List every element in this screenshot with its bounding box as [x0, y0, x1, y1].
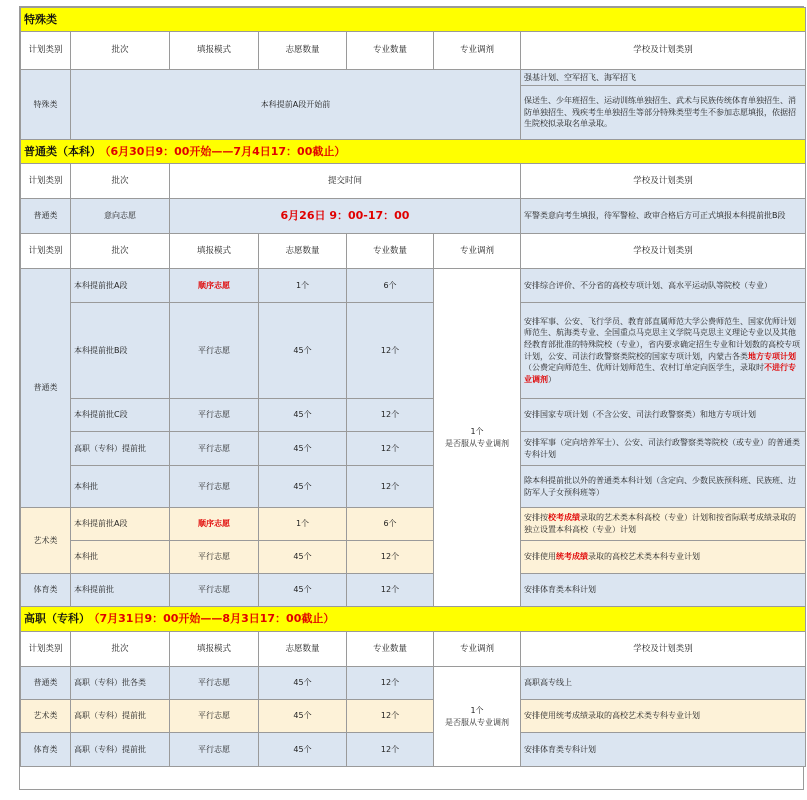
vocational-band-label: 高职（专科） — [24, 612, 90, 626]
row-school: 高职高专线上 — [521, 667, 806, 700]
vocational-band-time: （7月31日9：00开始——8月3日17：00截止） — [94, 612, 335, 626]
table-row — [21, 700, 806, 733]
special-category: 特殊类 — [21, 70, 71, 140]
table-row — [21, 303, 806, 399]
row-school: 除本科提前批以外的普通类本科计划（含定向、少数民族预科班、民族班、边防军人子女预科班等） — [521, 466, 806, 508]
vocational-band-title — [21, 607, 806, 632]
school-text-part: （公费定向师范生、优师计划师范生、农村订单定向医学生，录取时 — [524, 363, 764, 373]
school-text-part: 录取的高校艺术类本科专业计划 — [588, 552, 700, 562]
voc-header-school: 学校及计划类别 — [521, 632, 806, 667]
school-text-part: 安排军事、公安、飞行学员、教育部直属师范大学公费师范生、国家优师计划师范生、航海类专业、全国重点马克思主义学院马克思主义理论专业以及其他经教育部批准的特殊院校（专业），省内要求确定招生专业和计划数的高校专项计划，公安、司法行政警察类院校的国家专项计划，内蒙古各类 — [524, 316, 800, 361]
row-batch: 本科提前批A段 — [71, 269, 170, 303]
school-text-part: 录取的艺术类本科高校（专业）计划和按省际联考成绩录取的独立设置本科高校（专业）计划 — [524, 513, 796, 534]
row-mode: 平行志愿 — [170, 700, 259, 733]
row-volunteer-count: 45个 — [259, 733, 347, 767]
school-text-part: ） — [548, 374, 556, 384]
header-major-count: 专业数量 — [347, 32, 434, 70]
table-row — [21, 466, 806, 508]
row-mode: 平行志愿 — [170, 733, 259, 767]
row-major-count: 12个 — [347, 541, 434, 574]
intent-header-row — [21, 164, 806, 199]
row-volunteer-count: 45个 — [259, 432, 347, 466]
header-batch: 批次 — [71, 32, 170, 70]
intent-category: 普通类 — [21, 199, 71, 234]
intent-header-batch: 批次 — [71, 164, 170, 199]
row-mode: 平行志愿 — [170, 667, 259, 700]
intent-header-category: 计划类别 — [21, 164, 71, 199]
intent-time: 6月26日 9：00-17：00 — [170, 199, 521, 234]
undergrad-adjust — [434, 269, 521, 607]
row-batch: 高职（专科）提前批 — [71, 700, 170, 733]
undergrad-header-row — [21, 234, 806, 269]
intent-school: 军警类意向考生填报，待军警检、政审合格后方可正式填报本科提前批B段 — [521, 199, 806, 234]
row-major-count: 12个 — [347, 432, 434, 466]
row-school: 安排体育类本科计划 — [521, 574, 806, 607]
row-mode: 平行志愿 — [170, 303, 259, 399]
intent-batch: 意向志愿 — [71, 199, 170, 234]
row-mode: 平行志愿 — [170, 466, 259, 508]
special-school-a: 强基计划、空军招飞、海军招飞 — [521, 70, 806, 86]
header-volunteer-count: 志愿数量 — [259, 32, 347, 70]
row-batch: 高职（专科）批各类 — [71, 667, 170, 700]
row-batch: 本科提前批B段 — [71, 303, 170, 399]
row-mode: 顺序志愿 — [170, 508, 259, 541]
table-row — [21, 667, 806, 700]
voc-header-batch: 批次 — [71, 632, 170, 667]
row-major-count: 12个 — [347, 466, 434, 508]
row-school — [521, 541, 806, 574]
table-row — [21, 541, 806, 574]
table-row — [21, 574, 806, 607]
row-volunteer-count: 45个 — [259, 399, 347, 432]
voc-header-mode: 填报模式 — [170, 632, 259, 667]
row-major-count: 12个 — [347, 700, 434, 733]
voc-header-major-count: 专业数量 — [347, 632, 434, 667]
row-mode: 平行志愿 — [170, 574, 259, 607]
row-volunteer-count: 45个 — [259, 541, 347, 574]
art-category: 艺术类 — [21, 508, 71, 574]
table-row — [21, 432, 806, 466]
undergrad-band-label: 普通类（本科） — [24, 144, 101, 158]
ug-header-batch: 批次 — [71, 234, 170, 269]
row-mode: 平行志愿 — [170, 541, 259, 574]
row-mode: 顺序志愿 — [170, 269, 259, 303]
row-major-count: 12个 — [347, 733, 434, 767]
row-volunteer-count: 45个 — [259, 667, 347, 700]
row-mode: 平行志愿 — [170, 399, 259, 432]
intent-header-time: 提交时间 — [170, 164, 521, 199]
row-major-count: 12个 — [347, 667, 434, 700]
adjust-text: 是否服从专业调剂 — [445, 438, 509, 448]
admission-schedule-table — [20, 7, 806, 767]
row-major-count: 12个 — [347, 303, 434, 399]
row-major-count: 12个 — [347, 399, 434, 432]
ug-header-adjust: 专业调剂 — [434, 234, 521, 269]
special-row — [21, 70, 806, 86]
row-batch: 高职（专科）提前批 — [71, 432, 170, 466]
row-major-count: 6个 — [347, 269, 434, 303]
sport-category: 体育类 — [21, 574, 71, 607]
row-school — [521, 303, 806, 399]
adjust-count: 1个 — [470, 426, 484, 436]
undergrad-band-title — [21, 140, 806, 164]
school-text-part: 安排使用 — [524, 552, 556, 562]
ug-header-volunteer-count: 志愿数量 — [259, 234, 347, 269]
row-mode: 平行志愿 — [170, 432, 259, 466]
table-row — [21, 269, 806, 303]
header-category: 计划类别 — [21, 32, 71, 70]
school-highlight: 统考成绩 — [556, 552, 588, 562]
row-school — [521, 508, 806, 541]
row-batch: 本科批 — [71, 541, 170, 574]
ug-header-major-count: 专业数量 — [347, 234, 434, 269]
table-row — [21, 733, 806, 767]
row-batch: 本科提前批C段 — [71, 399, 170, 432]
row-category: 体育类 — [21, 733, 71, 767]
special-band — [21, 8, 806, 32]
vocational-adjust — [434, 667, 521, 767]
voc-header-category: 计划类别 — [21, 632, 71, 667]
vocational-band — [21, 607, 806, 632]
row-category: 普通类 — [21, 667, 71, 700]
school-highlight: 不进行专业调剂 — [524, 363, 796, 384]
header-mode: 填报模式 — [170, 32, 259, 70]
vocational-header-row — [21, 632, 806, 667]
row-school: 安排综合评价、不分省的高校专项计划、高水平运动队等院校（专业） — [521, 269, 806, 303]
header-adjust: 专业调剂 — [434, 32, 521, 70]
special-band-title: 特殊类 — [21, 8, 806, 32]
row-batch: 本科批 — [71, 466, 170, 508]
intent-row — [21, 199, 806, 234]
school-highlight: 校考成绩 — [548, 513, 580, 523]
general-category: 普通类 — [21, 269, 71, 508]
row-volunteer-count: 45个 — [259, 574, 347, 607]
row-volunteer-count: 45个 — [259, 700, 347, 733]
ug-header-school: 学校及计划类别 — [521, 234, 806, 269]
row-batch: 高职（专科）提前批 — [71, 733, 170, 767]
adjust-count: 1个 — [470, 705, 484, 715]
table-row — [21, 399, 806, 432]
row-volunteer-count: 45个 — [259, 466, 347, 508]
row-volunteer-count: 1个 — [259, 269, 347, 303]
ug-header-category: 计划类别 — [21, 234, 71, 269]
row-batch: 本科提前批 — [71, 574, 170, 607]
admission-schedule-sheet — [19, 6, 804, 790]
row-major-count: 6个 — [347, 508, 434, 541]
voc-header-adjust: 专业调剂 — [434, 632, 521, 667]
voc-header-volunteer-count: 志愿数量 — [259, 632, 347, 667]
row-school: 安排军事（定向培养军士）、公安、司法行政警察类等院校（或专业）的普通类专科计划 — [521, 432, 806, 466]
header-school: 学校及计划类别 — [521, 32, 806, 70]
special-school-b: 保送生、少年班招生、运动训练单独招生、武术与民族传统体育单独招生、消防单独招生、残疾考生单独招生等部分特殊类型考生不参加志愿填报，依据招生院校拟录取名单录取。 — [521, 86, 806, 140]
school-highlight: 地方专项计划 — [748, 351, 796, 361]
intent-header-school: 学校及计划类别 — [521, 164, 806, 199]
row-school: 安排使用统考成绩录取的高校艺术类专科专业计划 — [521, 700, 806, 733]
special-batch-text: 本科提前A段开始前 — [71, 70, 521, 140]
row-batch: 本科提前批A段 — [71, 508, 170, 541]
table-row — [21, 508, 806, 541]
row-category: 艺术类 — [21, 700, 71, 733]
special-header-row — [21, 32, 806, 70]
ug-header-mode: 填报模式 — [170, 234, 259, 269]
row-school: 安排国家专项计划（不含公安、司法行政警察类）和地方专项计划 — [521, 399, 806, 432]
undergrad-band-time: （6月30日9：00开始——7月4日17：00截止） — [105, 144, 346, 158]
row-volunteer-count: 45个 — [259, 303, 347, 399]
undergrad-band — [21, 140, 806, 164]
school-text-part: 安排按 — [524, 513, 548, 523]
row-major-count: 12个 — [347, 574, 434, 607]
row-volunteer-count: 1个 — [259, 508, 347, 541]
adjust-text: 是否服从专业调剂 — [445, 717, 509, 727]
row-school: 安排体育类专科计划 — [521, 733, 806, 767]
